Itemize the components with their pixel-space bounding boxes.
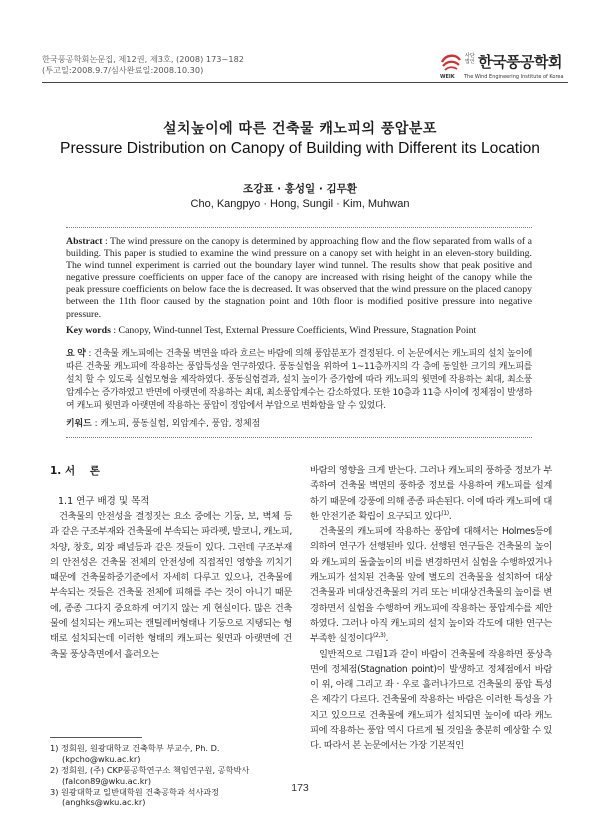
keywords-korean (66, 416, 532, 429)
wind-swirl-icon (440, 52, 462, 72)
summary-text: : 건축물 캐노피에는 건축물 벽면을 따라 흐르는 바람에 의해 풍압분포가 결정된다. 이 논문에서는 캐노피의 설치 높이에 따른 건축물 캐노피에 작용하는 풍압특성을 연구하였다. 풍동실험을 위하여 1~11층까지의 각 층에 동일한 크기의 캐노피를 설치 할 수 있도록 실험모형을 제작하였다. 풍동실험결과, 설치 높이가 증가함에 따라 캐노피의 윗면에 작용하는 최대, 최소풍압계수는 증가하였고 반면에 아랫면에 작용하는 최대, 최소풍압계수는 감소하였다. 또한 10층과 11층 사이에 정체점이 발생하여 캐노피 윗면과 아랫면에 작용하는 풍압이 정압에서 부압으로 변화함을 알 수 있었다. (66, 349, 532, 412)
journal-header (42, 54, 244, 76)
abstract (66, 236, 532, 321)
summary-label: 요 약 (66, 349, 86, 359)
body-right-paragraph-3: 일반적으로 그림1과 같이 바람이 건축물에 작용하면 풍상측면에 정체점(Stagnation point)이 발생하고 정체점에서 바람이 위, 아래 그리고 좌 · 우로 흘러나가므로 건축물의 풍압 특성은 제각기 다르다. 건축물에 작용하는 바람은 이러한 특성을 가지고 있으므로 건축물에 캐노피가 설치되면 높이에 따라 캐노피에 작용하는 풍압 역시 다르게 될 것임을 충분히 예상할 수 있다. 따라서 본 논문에서는 가장 기본적인 (310, 648, 552, 752)
keywords-text: : Canopy, Wind-tunnel Test, External Pressure Coefficients, Wind Pressure, Stagnation Point (113, 325, 477, 336)
summary-korean (66, 348, 532, 413)
keywords-english (66, 325, 532, 336)
keywords-label: Key words (66, 325, 111, 336)
abstract-bottom-divider (66, 437, 532, 438)
footnote-2-line2: (falcon89@wku.ac.kr) (62, 776, 152, 786)
footnote-1-line2: (kpcho@wku.ac.kr) (62, 754, 141, 764)
page-number: 173 (291, 782, 309, 794)
title-english: Pressure Distribution on Canopy of Building with Different its Location (60, 140, 540, 157)
keywords-korean-text: : 캐노피, 풍동실험, 외압계수, 풍압, 정체점 (94, 419, 261, 429)
authors-english: Cho, Kangpyo · Hong, Sungil · Kim, Muhwan (190, 198, 410, 210)
footnote-1 (50, 743, 296, 765)
footnote-2-line1: 2) 정회원, (주) CKP풍공학연구소 책임연구원, 공학박사 (50, 765, 250, 775)
abstract-top-divider (66, 227, 532, 228)
citation-ref: (1) (441, 509, 449, 517)
abstract-text: : The wind pressure on the canopy is determined by approaching flow and the flow separated from walls of a building. This paper is studied to examine the wind pressure on a canopy set with height in an eleven-story building. The wind tunnel experiment is carried out the boundary layer wind tunnel. The results show that peak positive and negative pressure coefficients on upper face of the canopy are increased with rising height of the canopy while the peak pressure coefficients on below face the is decreased. It was observed that the wind pressure on the placed canopy between the 11th floor caused by the stagnation point and 10th floor is modified positive pressure into negative pressure. (66, 236, 533, 320)
abstract-label: Abstract (66, 236, 103, 247)
body-right-paragraph-1: 바람의 영향을 크게 받는다. 그러나 캐노피의 풍하중 정보가 부족하여 건축물 벽면의 풍하중 정보를 사용하여 캐노피를 설계하기 때문에 강풍에 의해 종종 파손된다. 이에 따라 캐노피에 대한 안전기준 확립이 요구되고 있다$^{(1)}$. (310, 465, 552, 522)
title-korean: 설치높이에 따른 건축물 캐노피의 풍압분포 (163, 121, 437, 137)
body-right-column (310, 463, 552, 754)
society-logo (440, 50, 568, 80)
header-rule (42, 82, 568, 83)
logo-corporation-label: 사단 법인 (465, 53, 475, 65)
authors-korean: 조강표 · 홍성일 · 김무환 (243, 183, 357, 195)
footnote-3-line1: 3) 원광대학교 일반대학원 건축공학과 석사과정 (50, 787, 220, 797)
logo-name: 한국풍공학회 (478, 53, 562, 71)
section-heading: 1. 서 론 (50, 465, 100, 477)
footnote-3-line2: (anghks@wku.ac.kr) (62, 797, 146, 807)
body-right-paragraph-2: 건축물의 캐노피에 작용하는 풍압에 대해서는 Holmes등에 의하여 연구가 선행된바 있다. 선행된 연구들은 건축물의 높이와 캐노피의 돌출높이의 비를 변경하면서 실험을 수행하였거나 캐노피가 설치된 건축물 앞에 별도의 건축물을 설치하여 대상건축물과 비대상건축물의 거리 또는 비대상건축물의 높이를 변경하면서 실험을 수행하여 캐노피에 작용하는 풍압계수를 제안하였다. 그러나 아직 캐노피의 설치 높이와 각도에 대한 연구는 부족한 실정이다$^{(2,3)}$. (310, 526, 552, 645)
body-left-text: 건축물의 안전성을 결정짓는 요소 중에는 기둥, 보, 벽체 등과 같은 구조부재와 건축물에 부속되는 파라펫, 발코니, 캐노피, 차양, 창호, 외장 패널등과 같은 것들이 있다. 그런데 구조부재의 안전성은 건축물 전체의 안전성에 직접적인 영향을 끼치기 때문에 건축물하중기준에서 자세히 다루고 있으나, 건축물에 부속되는 것들은 건축물 전체에 피해를 주는 것이 아니기 때문에, 종종 그다지 중요하게 여기지 않는 게 현실이다. 많은 건축물에 설치되는 캐노피는 캔틸레버형태나 기둥으로 지탱되는 형태로 설치되는데 이러한 형태의 캐노피는 윗면과 아랫면에 건축물 풍상측면에서 흘러오는 (50, 511, 292, 660)
logo-english-name: The Wind Engineering Institute of Korea (464, 74, 564, 80)
logo-abbreviation: WEIK (440, 74, 455, 80)
journal-citation: 한국풍공학회논문집, 제12권, 제3호, (2008) 173~182 (42, 54, 245, 64)
submission-dates: (투고일:2008.9.7/심사완료일:2008.10.30) (42, 65, 204, 75)
subsection-heading: 1.1 연구 배경 및 목적 (58, 496, 150, 507)
body-left-paragraph (50, 509, 292, 662)
keywords-korean-label: 키워드 (66, 419, 92, 429)
footnote-1-line1: 1) 정회원, 원광대학교 건축학부 부교수, Ph. D. (50, 743, 220, 753)
footnote-rule (50, 737, 142, 738)
citation-ref: (2,3) (373, 632, 386, 640)
